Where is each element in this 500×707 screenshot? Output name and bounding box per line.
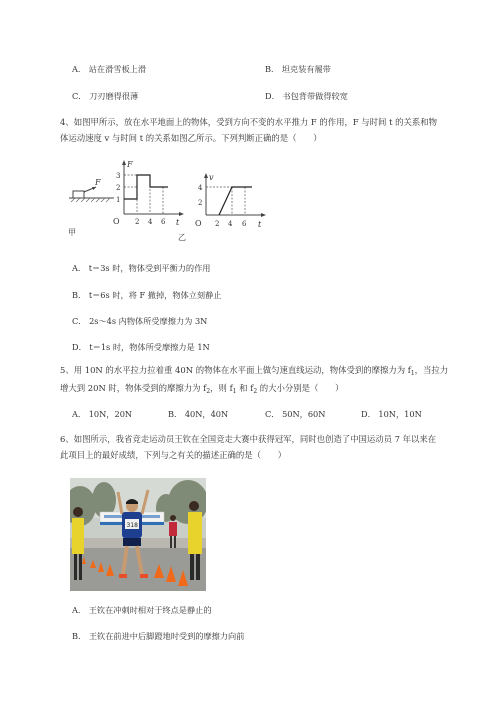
v-tick-2: 2 [198,199,203,207]
q4-option-b: B． t＝6s 时，将 F 撤掉，物体立刻静止 [72,290,222,300]
f-tick-x-2: 2 [135,218,140,226]
q4-option-d: D． t＝1s 时，物体所受摩擦力是 1N [72,342,210,352]
v-tick-x-2: 2 [215,220,220,228]
q5-option-a: A． 10N，20N [72,409,133,419]
bib-number: 318 [126,522,138,529]
q5-option-c: C． 50N，60N [265,409,326,419]
f-guides [124,175,163,214]
force-label: F [95,178,101,187]
v-origin: O [195,219,202,228]
f-origin: O [113,217,120,226]
v-line [219,187,252,215]
q4-option-a: A． t＝3s 时，物体受到平衡力的作用 [72,263,211,273]
q4-stem-line2: 体运动速度 v 与时间 t 的关系如图乙所示。下列判断正确的是（ ） [60,133,322,143]
block [73,191,84,198]
f-line [124,175,168,199]
q3-option-c: C． 刀刃磨得很薄 [72,91,139,101]
q4-stem-line1: 4、如图甲所示，放在水平地面上的物体，受到方向不变的水平推力 F 的作用，F 与时间 t 的关系和物 [60,117,437,127]
ground-hatching [71,198,110,202]
figure-jia-label: 甲 [68,228,76,237]
v-axis-y-label: v [209,173,214,182]
q3-option-d: D． 书包背带做得较宽 [265,91,348,101]
f-axis-y-label: F [127,160,133,169]
q3-option-a: A． 站在滑雪板上滑 [72,64,147,74]
q6-option-a: A． 王钦在冲刺时相对于终点是静止的 [72,605,212,615]
q6-stem-line2: 此项目上的最好成绩，下列与之有关的描述正确的是（ ） [60,450,287,460]
q5-stem-line2: 增大到 20N 时，物体受到的摩擦力为 $f_2$，则 $f_1$ 和 $f_2$ 的大小分别是（ ） [60,383,344,395]
q4-option-c: C． 2s～4s 内物体所受摩擦力为 3N [72,316,208,326]
q5-option-d: D． 10N，10N [361,409,422,419]
figure-f-t-graph [110,158,190,230]
v-axis-x-label: t [258,220,262,229]
figure-v-t-graph [192,171,272,231]
f-tick-x-6: 6 [161,218,166,226]
figure-yi-label: 乙 [178,233,186,242]
f-tick-2: 2 [116,184,121,192]
q3-option-b: B． 坦克装有履带 [265,64,331,74]
f-tick-3: 3 [116,172,121,180]
f-axis-x-label: t [176,218,180,227]
q6-stem-line1: 6、如图所示，我省竞走运动员王钦在全国竞走大赛中获得冠军，同时也创造了中国运动员 7 年以来在 [60,434,437,444]
race-walker-photo [70,478,206,591]
v-tick-x-6: 6 [242,220,247,228]
f-tick-1: 1 [116,196,121,204]
v-tick-x-4: 4 [228,220,233,228]
v-tick-4: 4 [198,184,203,192]
q5-stem-line1: 5、用 10N 的水平拉力拉着重 40N 的物体在水平面上做匀速直线运动，物体受到的摩擦力为 $f_1$，当拉力 [60,365,449,377]
f-tick-x-4: 4 [148,218,153,226]
q6-option-b: B． 王钦在前进中后脚蹬地时受到的摩擦力向前 [72,631,245,641]
q5-option-b: B． 40N，40N [168,409,229,419]
